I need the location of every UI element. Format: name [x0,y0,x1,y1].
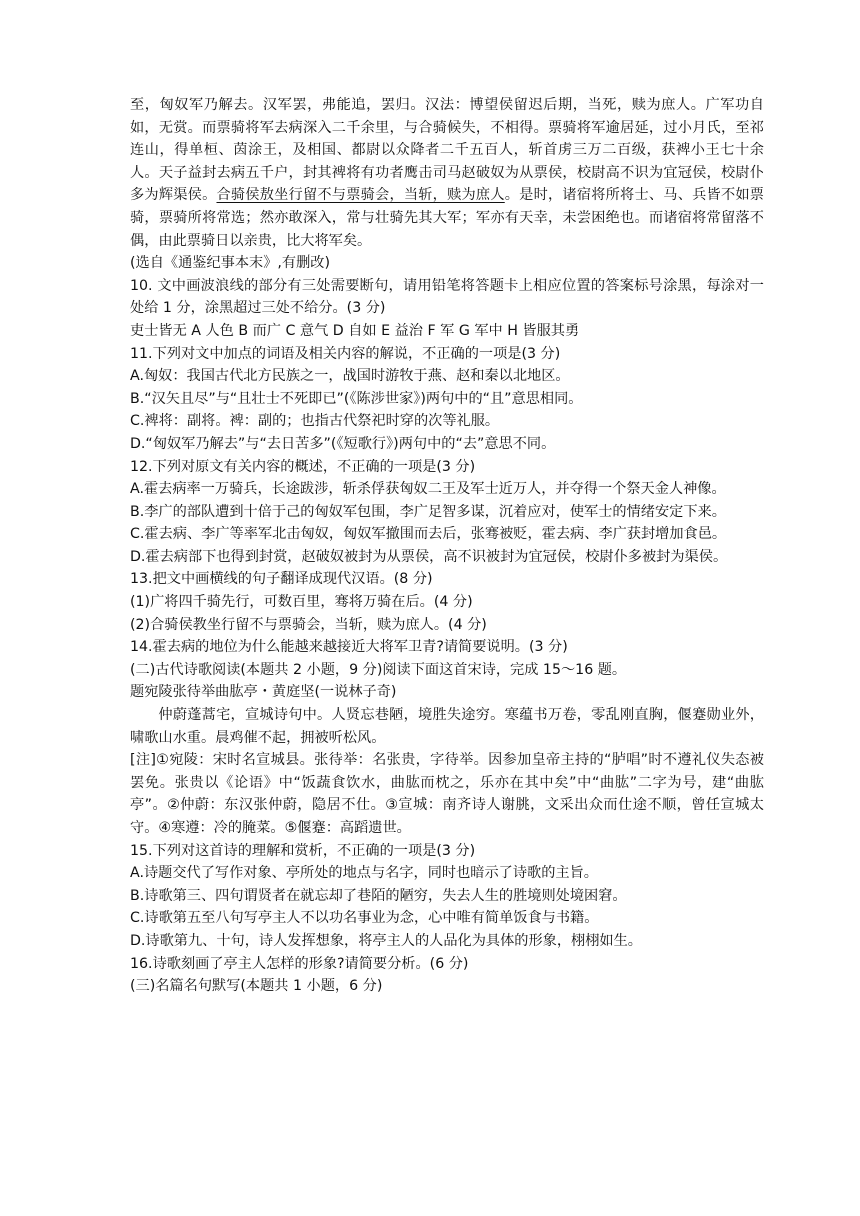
q11-option-c: C.裨将：副将。裨：副的；也指古代祭祀时穿的次等礼服。 [130,413,500,430]
q10-sentence: 吏士皆无 A 人色 B 而广 C 意气 D 自如 E 益治 F 军 G 军中 H 皆服其勇 [130,322,580,339]
poem-title: 题宛陵张待举曲肱亭・黄庭坚(一说林子奇) [130,684,397,701]
q12-option-c: C.霍去病、李广等率军北击匈奴，匈奴军撤围而去后，张骞被贬，霍去病、李广获封增加食邑。 [130,526,727,543]
passage-text-part1: 至，匈奴军乃解去。汉军罢，弗能追，罢归。汉法：博望侯留迟后期，当死，赎为庶人。广军功自如，无赏。而票骑将军去病深入二千余里，与合骑候失，不相得。票骑将军逾居延，过小月氏，至祁连山，得单桓、茵涂王，及相国、都尉以众降者二千五百人，斩首虏三万二百级，获裨小王七十余人。天子益封去病五千户，封其裨将有功者鹰击司马赵破奴为从票侯，校尉高不识为宜冠侯，校尉仆多为辉渠侯。 [130,97,764,204]
q15-option-b: B.诗歌第三、四句谓贤者在就忘却了巷陌的陋穷，失去人生的胜境则处境困窘。 [130,887,627,904]
q11-option-d: D.“匈奴军乃解去”与“去日苦多”(《短歌行》)两句中的“去”意思不同。 [130,435,556,452]
poem-note: [注]①宛陵：宋时名宣城县。张待举：名张贵，字待举。因参加皇帝主持的“胪唱”时不遵礼仪失态被罢免。张贵以《论语》中“饭蔬食饮水，曲肱而枕之，乐亦在其中矣”中“曲肱”二字为号，建“曲肱亭”。②仲蔚：东汉张仲蔚，隐居不仕。③宣城：南齐诗人谢朓，文采出众而仕途不顺，曾任宣城太守。④寒遵：冷的腌菜。⑤偃蹇：高蹈遗世。 [130,752,764,836]
passage-paragraph [130,94,764,252]
q15-option-c: C.诗歌第五至八句写亭主人不以功名事业为念，心中唯有简单饭食与书籍。 [130,910,599,927]
q15-stem: 15.下列对这首诗的理解和赏析，不正确的一项是(3 分) [130,842,476,859]
section3-heading: (三)名篇名句默写(本题共 1 小题，6 分) [130,978,383,995]
q13-stem: 13.把文中画横线的句子翻译成现代汉语。(8 分) [130,571,433,588]
q15-option-d: D.诗歌第九、十句，诗人发挥想象，将亭主人的人品化为具体的形象，栩栩如生。 [130,932,642,949]
underlined-sentence: 合骑侯敖坐行留不与票骑会，当斩，赎为庶人 [216,187,505,204]
q13-sentence-2: (2)合骑侯教坐行留不与票骑会，当斩，赎为庶人。(4 分) [130,616,487,633]
section2-heading: (二)古代诗歌阅读(本题共 2 小题，9 分)阅读下面这首宋诗，完成 15～16 题。 [130,661,627,678]
q12-option-d: D.霍去病部下也得到封赏，赵破奴被封为从票侯，高不识被封为宜冠侯，校尉仆多被封为渠侯。 [130,548,728,565]
q10-stem: 10. 文中画波浪线的部分有三处需要断句，请用铅笔将答题卡上相应位置的答案标号涂黑，每涂对一处给 1 分，涂黑超过三处不给分。(3 分) [130,277,764,317]
q15-option-a: A.诗题交代了写作对象、亭所处的地点与名字，同时也暗示了诗歌的主旨。 [130,865,598,882]
q11-option-a: A.匈奴：我国古代北方民族之一，战国时游牧于燕、赵和秦以北地区。 [130,368,570,385]
q13-sentence-1: (1)广将四千骑先行，可数百里，骞将万骑在后。(4 分) [130,594,473,611]
q16-stem: 16.诗歌刻画了亭主人怎样的形象?请简要分析。(6 分) [130,955,469,972]
passage-text-part2: 。是时，诸宿将所将士、马、兵皆不如票骑，票骑所将常选；然亦敢深入，常与壮骑先其大军；军亦有天幸，未尝困绝也。而诸宿将常留落不偶，由此票骑日以亲贵，比大将军矣。 [130,187,764,249]
poem-body: 仲蔚蓬蒿宅，宣城诗句中。人贤忘巷陋，境胜失途穷。寒蕴书万卷，零乱刚直胸，偃蹇勋业外，啸歌山水重。晨鸡催不起，拥被听松风。 [130,707,764,746]
q12-stem: 12.下列对原文有关内容的概述，不正确的一项是(3 分) [130,458,476,475]
passage-source: (选自《通鉴纪事本末》,有删改) [130,255,331,272]
q14-stem: 14.霍去病的地位为什么能越来越接近大将军卫青?请简要说明。(3 分) [130,639,568,656]
q12-option-b: B.李广的部队遭到十倍于己的匈奴军包围，李广足智多谋，沉着应对，使军士的情绪安定下来。 [130,503,726,520]
q11-option-b: B.“汉矢且尽”与“且壮士不死即已”(《陈涉世家》)两句中的“且”意思相同。 [130,390,583,407]
q11-stem: 11.下列对文中加点的词语及相关内容的解说，不正确的一项是(3 分) [130,345,561,362]
q12-option-a: A.霍去病率一万骑兵，长途跋涉，斩杀俘获匈奴二王及军士近万人，并夺得一个祭天金人神像。 [130,481,726,498]
